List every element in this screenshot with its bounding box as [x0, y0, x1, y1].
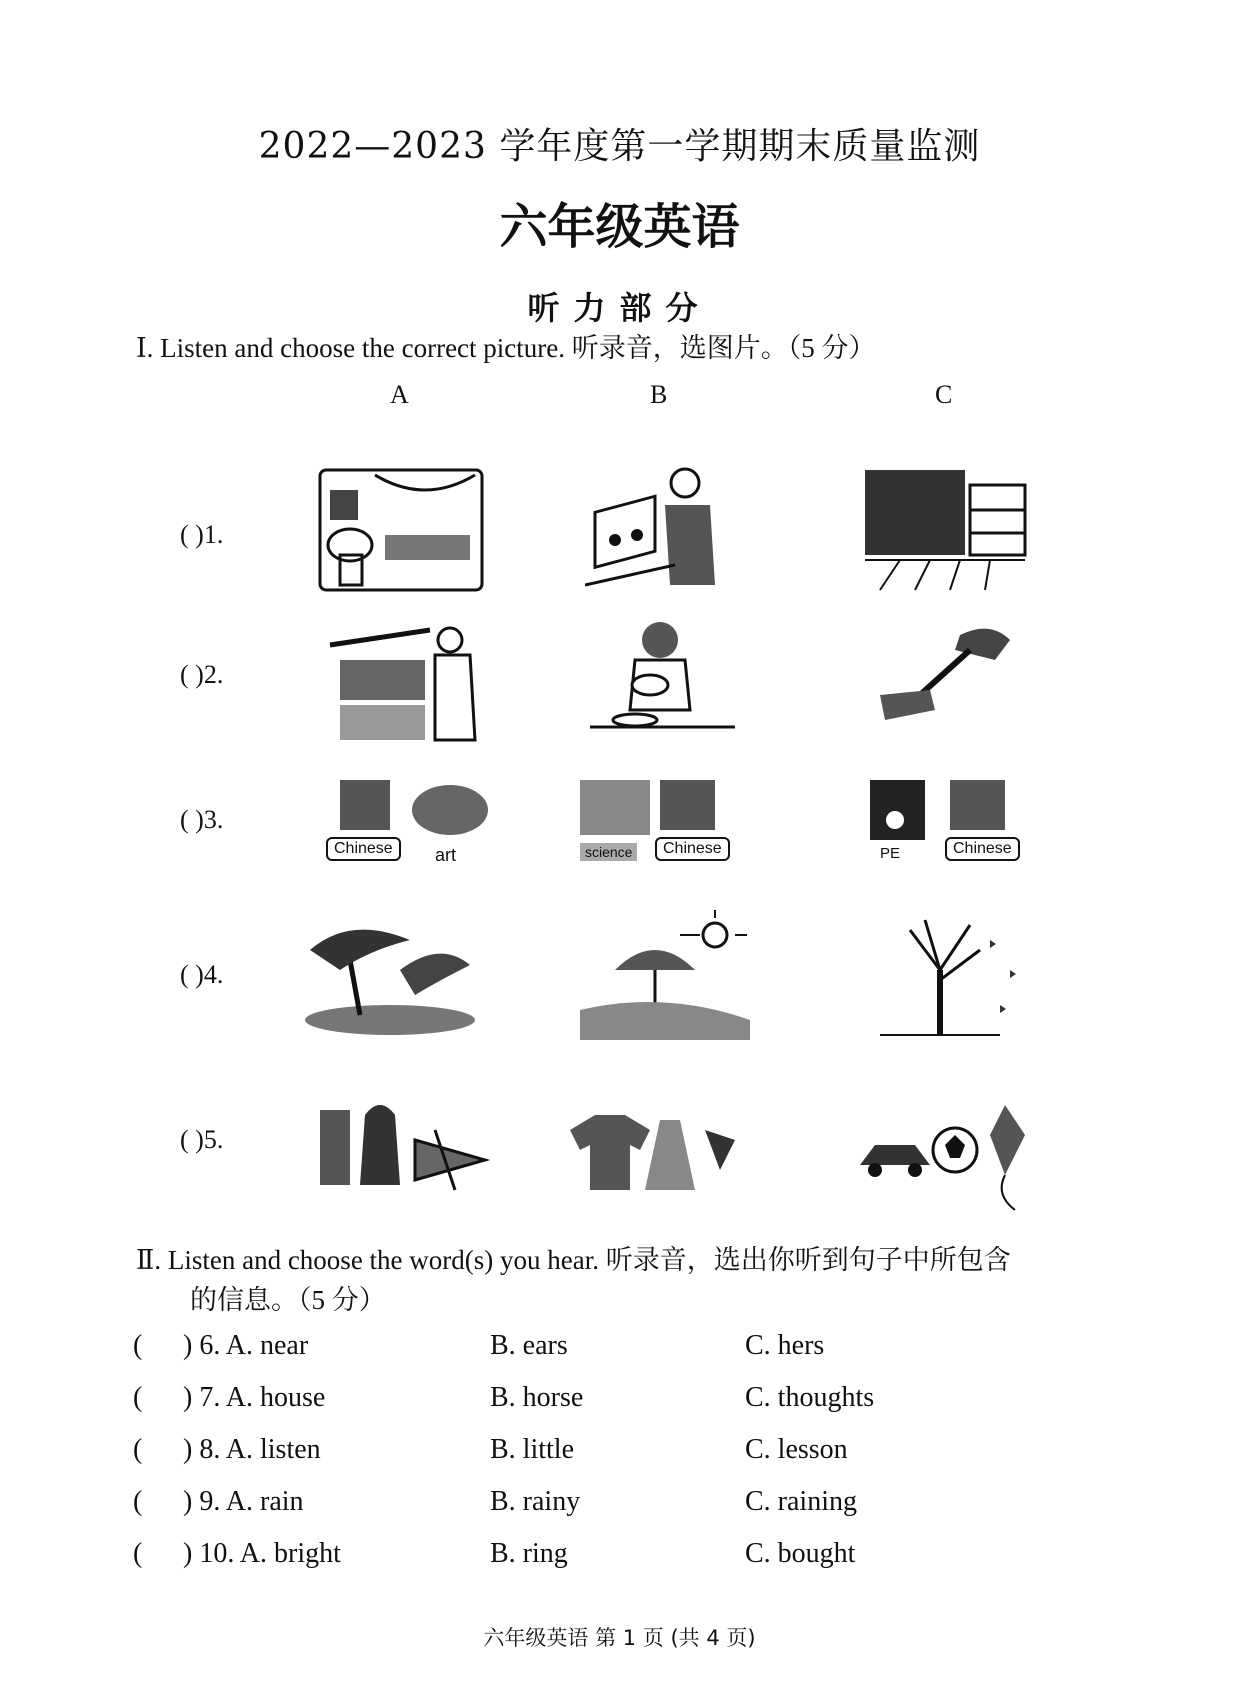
- q8-option-b[interactable]: B. little: [490, 1434, 574, 1465]
- q4-picture-b-sunny-beach[interactable]: [575, 910, 750, 1040]
- q10-option-a[interactable]: ) 10. A. bright: [183, 1538, 341, 1569]
- q3-c-tag-1: PE: [880, 845, 901, 862]
- q7-paren[interactable]: (: [133, 1382, 143, 1413]
- q1-picture-b-cooking[interactable]: [585, 465, 760, 595]
- exam-title: 2022—2023 学年度第一学期期末质量监测: [258, 126, 981, 167]
- question-2-label: ( )2.: [180, 660, 224, 689]
- q3-b-tag-2: Chinese: [655, 837, 730, 861]
- q7-option-c[interactable]: C. thoughts: [745, 1382, 875, 1413]
- q6-paren[interactable]: (: [133, 1330, 143, 1361]
- section1-heading: Ⅰ. Listen and choose the correct picture. 听录音，选图片。（5 分）: [136, 333, 876, 363]
- q2-picture-b-washing-dishes[interactable]: [585, 615, 760, 745]
- q5-picture-a-book-bag-plane[interactable]: [315, 1090, 490, 1220]
- q3-b-tag-1: science: [580, 843, 637, 861]
- q1-picture-a-bathroom[interactable]: [315, 465, 490, 595]
- question-4-label: ( )4.: [180, 960, 224, 989]
- q3-a-tag-1: Chinese: [326, 837, 401, 861]
- q6-option-c[interactable]: C. hers: [745, 1330, 825, 1361]
- q8-option-c[interactable]: C. lesson: [745, 1434, 848, 1465]
- q10-paren[interactable]: (: [133, 1538, 143, 1569]
- q3-a-tag-2: art: [435, 845, 457, 865]
- q3-c-tag-2: Chinese: [945, 837, 1020, 861]
- q5-picture-c-car-ball-kite[interactable]: [855, 1090, 1030, 1220]
- question-3-label: ( )3.: [180, 805, 224, 834]
- q10-option-c[interactable]: C. bought: [745, 1538, 856, 1569]
- q3-picture-a[interactable]: [320, 775, 500, 875]
- q9-paren[interactable]: (: [133, 1486, 143, 1517]
- column-b-label: B: [650, 380, 668, 409]
- q6-option-a[interactable]: ) 6. A. near: [183, 1330, 309, 1361]
- column-c-label: C: [935, 380, 953, 409]
- q4-picture-c-autumn[interactable]: [870, 910, 1045, 1040]
- q4-picture-a-windy[interactable]: [300, 910, 475, 1040]
- q3-picture-c[interactable]: [860, 775, 1040, 875]
- q2-picture-c-ironing[interactable]: [860, 615, 1035, 745]
- column-a-label: A: [390, 380, 409, 409]
- q6-option-b[interactable]: B. ears: [490, 1330, 568, 1361]
- q1-picture-c-library[interactable]: [860, 465, 1035, 595]
- q5-picture-b-sweater-dress-kite[interactable]: [565, 1090, 740, 1220]
- q10-option-b[interactable]: B. ring: [490, 1538, 568, 1569]
- q2-picture-a-washing-clothes[interactable]: [320, 615, 495, 745]
- page-footer: 六年级英语 第 1 页 (共 4 页): [483, 1626, 756, 1650]
- subject-title: 六年级英语: [499, 199, 740, 255]
- section2-heading-line1: Ⅱ. Listen and choose the word(s) you hear. 听录音，选出你听到句子中所包含: [136, 1245, 1011, 1275]
- q9-option-c[interactable]: C. raining: [745, 1486, 857, 1517]
- q8-option-a[interactable]: ) 8. A. listen: [183, 1434, 321, 1465]
- q7-option-b[interactable]: B. horse: [490, 1382, 584, 1413]
- question-5-label: ( )5.: [180, 1125, 224, 1154]
- section2-heading-line2: 的信息。（5 分）: [190, 1285, 386, 1315]
- q9-option-a[interactable]: ) 9. A. rain: [183, 1486, 304, 1517]
- q8-paren[interactable]: (: [133, 1434, 143, 1465]
- question-1-label: ( )1.: [180, 520, 224, 549]
- part-title: 听力部分: [527, 289, 712, 327]
- q7-option-a[interactable]: ) 7. A. house: [183, 1382, 326, 1413]
- q3-picture-b[interactable]: [575, 775, 755, 875]
- q9-option-b[interactable]: B. rainy: [490, 1486, 581, 1517]
